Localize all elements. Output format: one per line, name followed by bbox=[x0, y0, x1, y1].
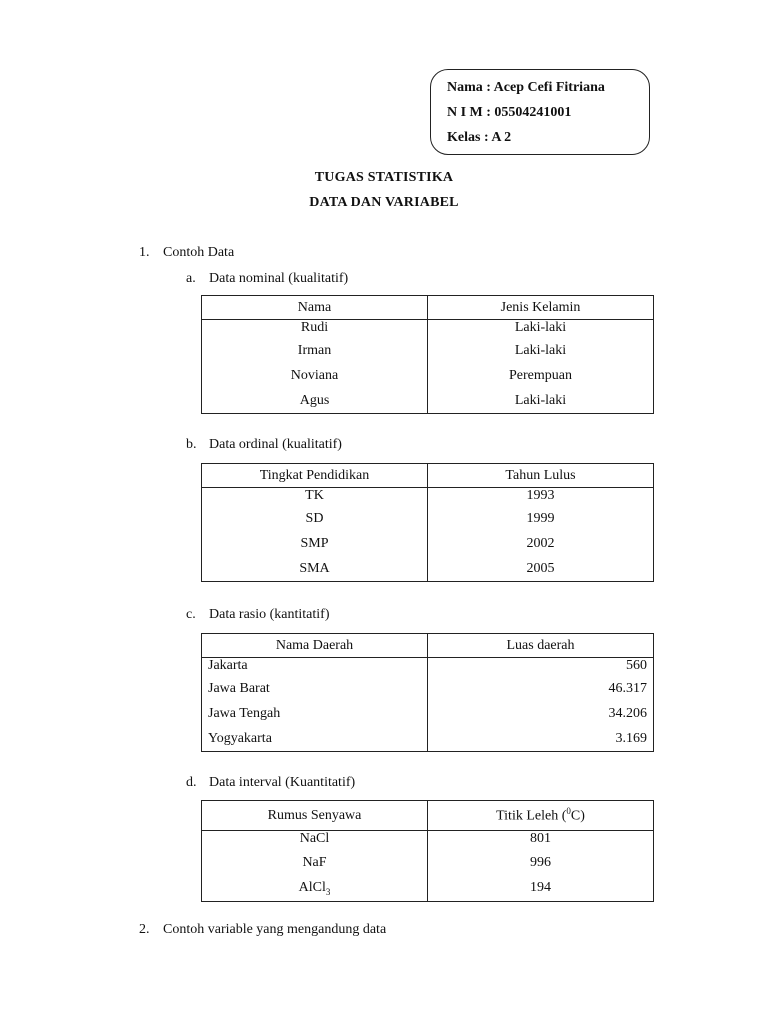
table-cell: Jawa Barat bbox=[202, 676, 428, 701]
table-row bbox=[202, 701, 654, 726]
rasio-table bbox=[201, 633, 654, 752]
document-subtitle: DATA DAN VARIABEL bbox=[309, 195, 459, 210]
table-cell: Agus bbox=[202, 388, 428, 414]
table-cell: Laki-laki bbox=[428, 320, 654, 339]
student-info-box bbox=[430, 69, 650, 155]
column-header: Luas daerah bbox=[428, 634, 654, 658]
table-cell: Jakarta bbox=[202, 658, 428, 677]
table-cell: 2002 bbox=[428, 531, 654, 556]
table-cell: 2005 bbox=[428, 556, 654, 582]
section-2-number: 2. bbox=[139, 922, 150, 937]
table-cell: 801 bbox=[428, 831, 654, 851]
document-title: TUGAS STATISTIKA bbox=[314, 170, 454, 185]
table-cell: Rudi bbox=[202, 320, 428, 339]
section-1-number: 1. bbox=[139, 245, 150, 260]
section-1-heading: Contoh Data bbox=[163, 245, 235, 260]
table-header-row bbox=[202, 296, 654, 320]
student-nim: N I M : 05504241001 bbox=[447, 105, 572, 120]
table-cell: Noviana bbox=[202, 363, 428, 388]
column-header: Jenis Kelamin bbox=[428, 296, 654, 320]
table-header-row bbox=[202, 634, 654, 658]
table-cell: Irman bbox=[202, 338, 428, 363]
table-row bbox=[202, 556, 654, 582]
table-row bbox=[202, 658, 654, 677]
table-row bbox=[202, 831, 654, 851]
student-name: Nama : Acep Cefi Fitriana bbox=[447, 80, 605, 95]
ordinal-letter: b. bbox=[186, 437, 197, 452]
column-header: Tahun Lulus bbox=[428, 464, 654, 488]
column-header: Tingkat Pendidikan bbox=[202, 464, 428, 488]
interval-letter: d. bbox=[186, 775, 197, 790]
formula-text: AlCl bbox=[298, 879, 326, 895]
table-row bbox=[202, 388, 654, 414]
table-cell: 46.317 bbox=[428, 676, 654, 701]
nominal-table bbox=[201, 295, 654, 414]
header-text: C) bbox=[570, 808, 585, 824]
student-class: Kelas : A 2 bbox=[447, 130, 512, 145]
table-row bbox=[202, 531, 654, 556]
table-cell bbox=[202, 831, 428, 851]
column-header: Nama bbox=[202, 296, 428, 320]
table-row bbox=[202, 338, 654, 363]
table-cell: Laki-laki bbox=[428, 338, 654, 363]
column-header: Nama Daerah bbox=[202, 634, 428, 658]
column-header: Rumus Senyawa bbox=[202, 801, 428, 831]
table-cell: 1993 bbox=[428, 488, 654, 507]
interval-table bbox=[201, 800, 654, 902]
table-cell: 34.206 bbox=[428, 701, 654, 726]
table-cell: Yogyakarta bbox=[202, 726, 428, 752]
rasio-heading: Data rasio (kantitatif) bbox=[209, 607, 330, 622]
table-cell: TK bbox=[202, 488, 428, 507]
table-cell: SMA bbox=[202, 556, 428, 582]
table-row bbox=[202, 488, 654, 507]
ordinal-table bbox=[201, 463, 654, 582]
formula-text: NaCl bbox=[299, 831, 330, 846]
formula-text: NaF bbox=[302, 854, 327, 870]
table-row bbox=[202, 506, 654, 531]
table-cell: 194 bbox=[428, 876, 654, 902]
interval-heading: Data interval (Kuantitatif) bbox=[209, 775, 356, 790]
table-cell: 1999 bbox=[428, 506, 654, 531]
nominal-letter: a. bbox=[186, 271, 196, 286]
table-cell bbox=[202, 851, 428, 876]
table-header-row bbox=[202, 464, 654, 488]
table-cell: 3.169 bbox=[428, 726, 654, 752]
section-2-heading: Contoh variable yang mengandung data bbox=[163, 922, 387, 937]
table-cell: Laki-laki bbox=[428, 388, 654, 414]
table-cell: SMP bbox=[202, 531, 428, 556]
formula-subscript: 3 bbox=[325, 886, 331, 897]
table-cell: Jawa Tengah bbox=[202, 701, 428, 726]
table-cell: 560 bbox=[428, 658, 654, 677]
nominal-heading: Data nominal (kualitatif) bbox=[209, 271, 349, 286]
table-row bbox=[202, 363, 654, 388]
table-cell: SD bbox=[202, 506, 428, 531]
table-row bbox=[202, 876, 654, 902]
table-row bbox=[202, 676, 654, 701]
rasio-letter: c. bbox=[186, 607, 196, 622]
table-row bbox=[202, 320, 654, 339]
table-row bbox=[202, 726, 654, 752]
column-header bbox=[428, 801, 654, 831]
degree-superscript: 0 bbox=[566, 806, 571, 817]
table-header-row bbox=[202, 801, 654, 831]
header-text: Titik Leleh ( bbox=[496, 808, 567, 824]
ordinal-heading: Data ordinal (kualitatif) bbox=[209, 437, 342, 452]
table-row bbox=[202, 851, 654, 876]
table-cell: 996 bbox=[428, 851, 654, 876]
table-cell bbox=[202, 876, 428, 902]
table-cell: Perempuan bbox=[428, 363, 654, 388]
